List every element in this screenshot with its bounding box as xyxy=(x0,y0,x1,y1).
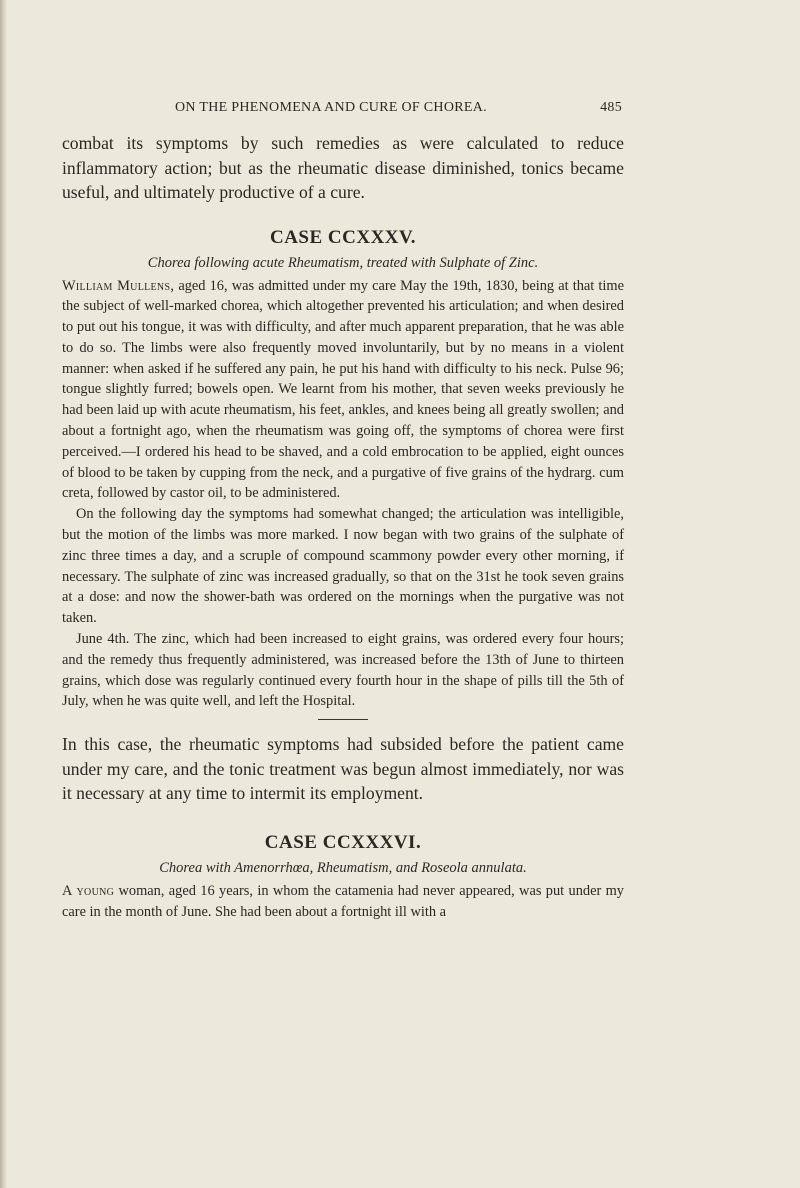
remark-paragraph: In this case, the rheumatic symptoms had subsided before the patient came under my care, and the tonic treatment was begun almost immediately, nor was it necessary at any time to intermit its employment. xyxy=(62,734,624,804)
case-subtitle-ccxxxv: Chorea following acute Rheumatism, treated with Sulphate of Zinc. xyxy=(147,254,539,271)
case-heading-ccxxxv: CASE CCXXXV. xyxy=(269,226,417,248)
case-ccxxxvi-lead: A young xyxy=(62,882,115,899)
section-divider xyxy=(318,719,368,720)
case-ccxxxvi-paragraph-1-text: woman, aged 16 years, in whom the catamenia had never appeared, was put under my care in the month of June. She had been about a fortnight ill with a xyxy=(62,882,625,920)
patient-name: William Mullens, xyxy=(62,277,175,294)
case-subtitle-ccxxxvi: Chorea with Amenorrhœa, Rheumatism, and Roseola annulata. xyxy=(159,859,527,876)
case-ccxxxv-paragraph-2: On the following day the symptoms had somewhat changed; the articulation was intelligible, but the motion of the limbs was more marked. I now began with two grains of the sulphate of zinc three times a day, and a scruple of compound scammony powder every other morning, if necessary. The sulphate of zinc was increased gradually, so that on the 31st he took seven grains at a dose: and now the shower-bath was ordered on the mornings when the purgative was not taken. xyxy=(62,506,624,627)
running-head xyxy=(62,98,624,122)
intro-paragraph: combat its symptoms by such remedies as were calculated to reduce inflammatory action; but as the rheumatic disease diminished, tonics became useful, and ultimately productive of a cure. xyxy=(62,133,624,202)
page-content xyxy=(62,98,624,922)
case-ccxxxvi-paragraph-1 xyxy=(62,881,624,923)
case-ccxxxv-paragraph-1 xyxy=(62,276,624,505)
case-ccxxxv-paragraph-1-text: aged 16, was admitted under my care May the 19th, 1830, being at that time the subject of well-marked chorea, which altogether prevented his articulation; and when desired to put out his tongue, it was with difficulty, and after much apparent preparation, that he was able to do so. The limbs were also frequently moved involuntarily, but by no means in a violent manner: when asked if he suffered any pain, he put his hand with difficulty to his neck. Pulse 96; tongue slightly furred; bowels open. We learnt from his mother, that seven weeks previously he had been laid up with acute rheumatism, his feet, ankles, and knees being all greatly swollen; and about a fortnight ago, when the rheumatism was going off, the symptoms of chorea were first perceived.—I ordered his head to be shaved, and a cold embrocation to be applied, eight ounces of blood to be taken by cupping from the neck, and a purgative of five grains of the hydrarg. cum creta, followed by castor oil, to be administered. xyxy=(62,277,624,502)
case-ccxxxv-paragraph-3: June 4th. The zinc, which had been increased to eight grains, was ordered every four hours; and the remedy thus frequently administered, was increased before the 13th of June to thirteen grains, which dose was regularly continued every fourth hour in the shape of pills till the 5th of July, when he was quite well, and left the Hospital. xyxy=(62,631,624,710)
running-head-title: ON THE PHENOMENA AND CURE OF CHOREA. xyxy=(175,100,487,115)
page-spine-shadow xyxy=(0,0,7,1188)
page-number: 485 xyxy=(600,100,622,115)
case-heading-ccxxxvi: CASE CCXXXVI. xyxy=(264,831,422,853)
